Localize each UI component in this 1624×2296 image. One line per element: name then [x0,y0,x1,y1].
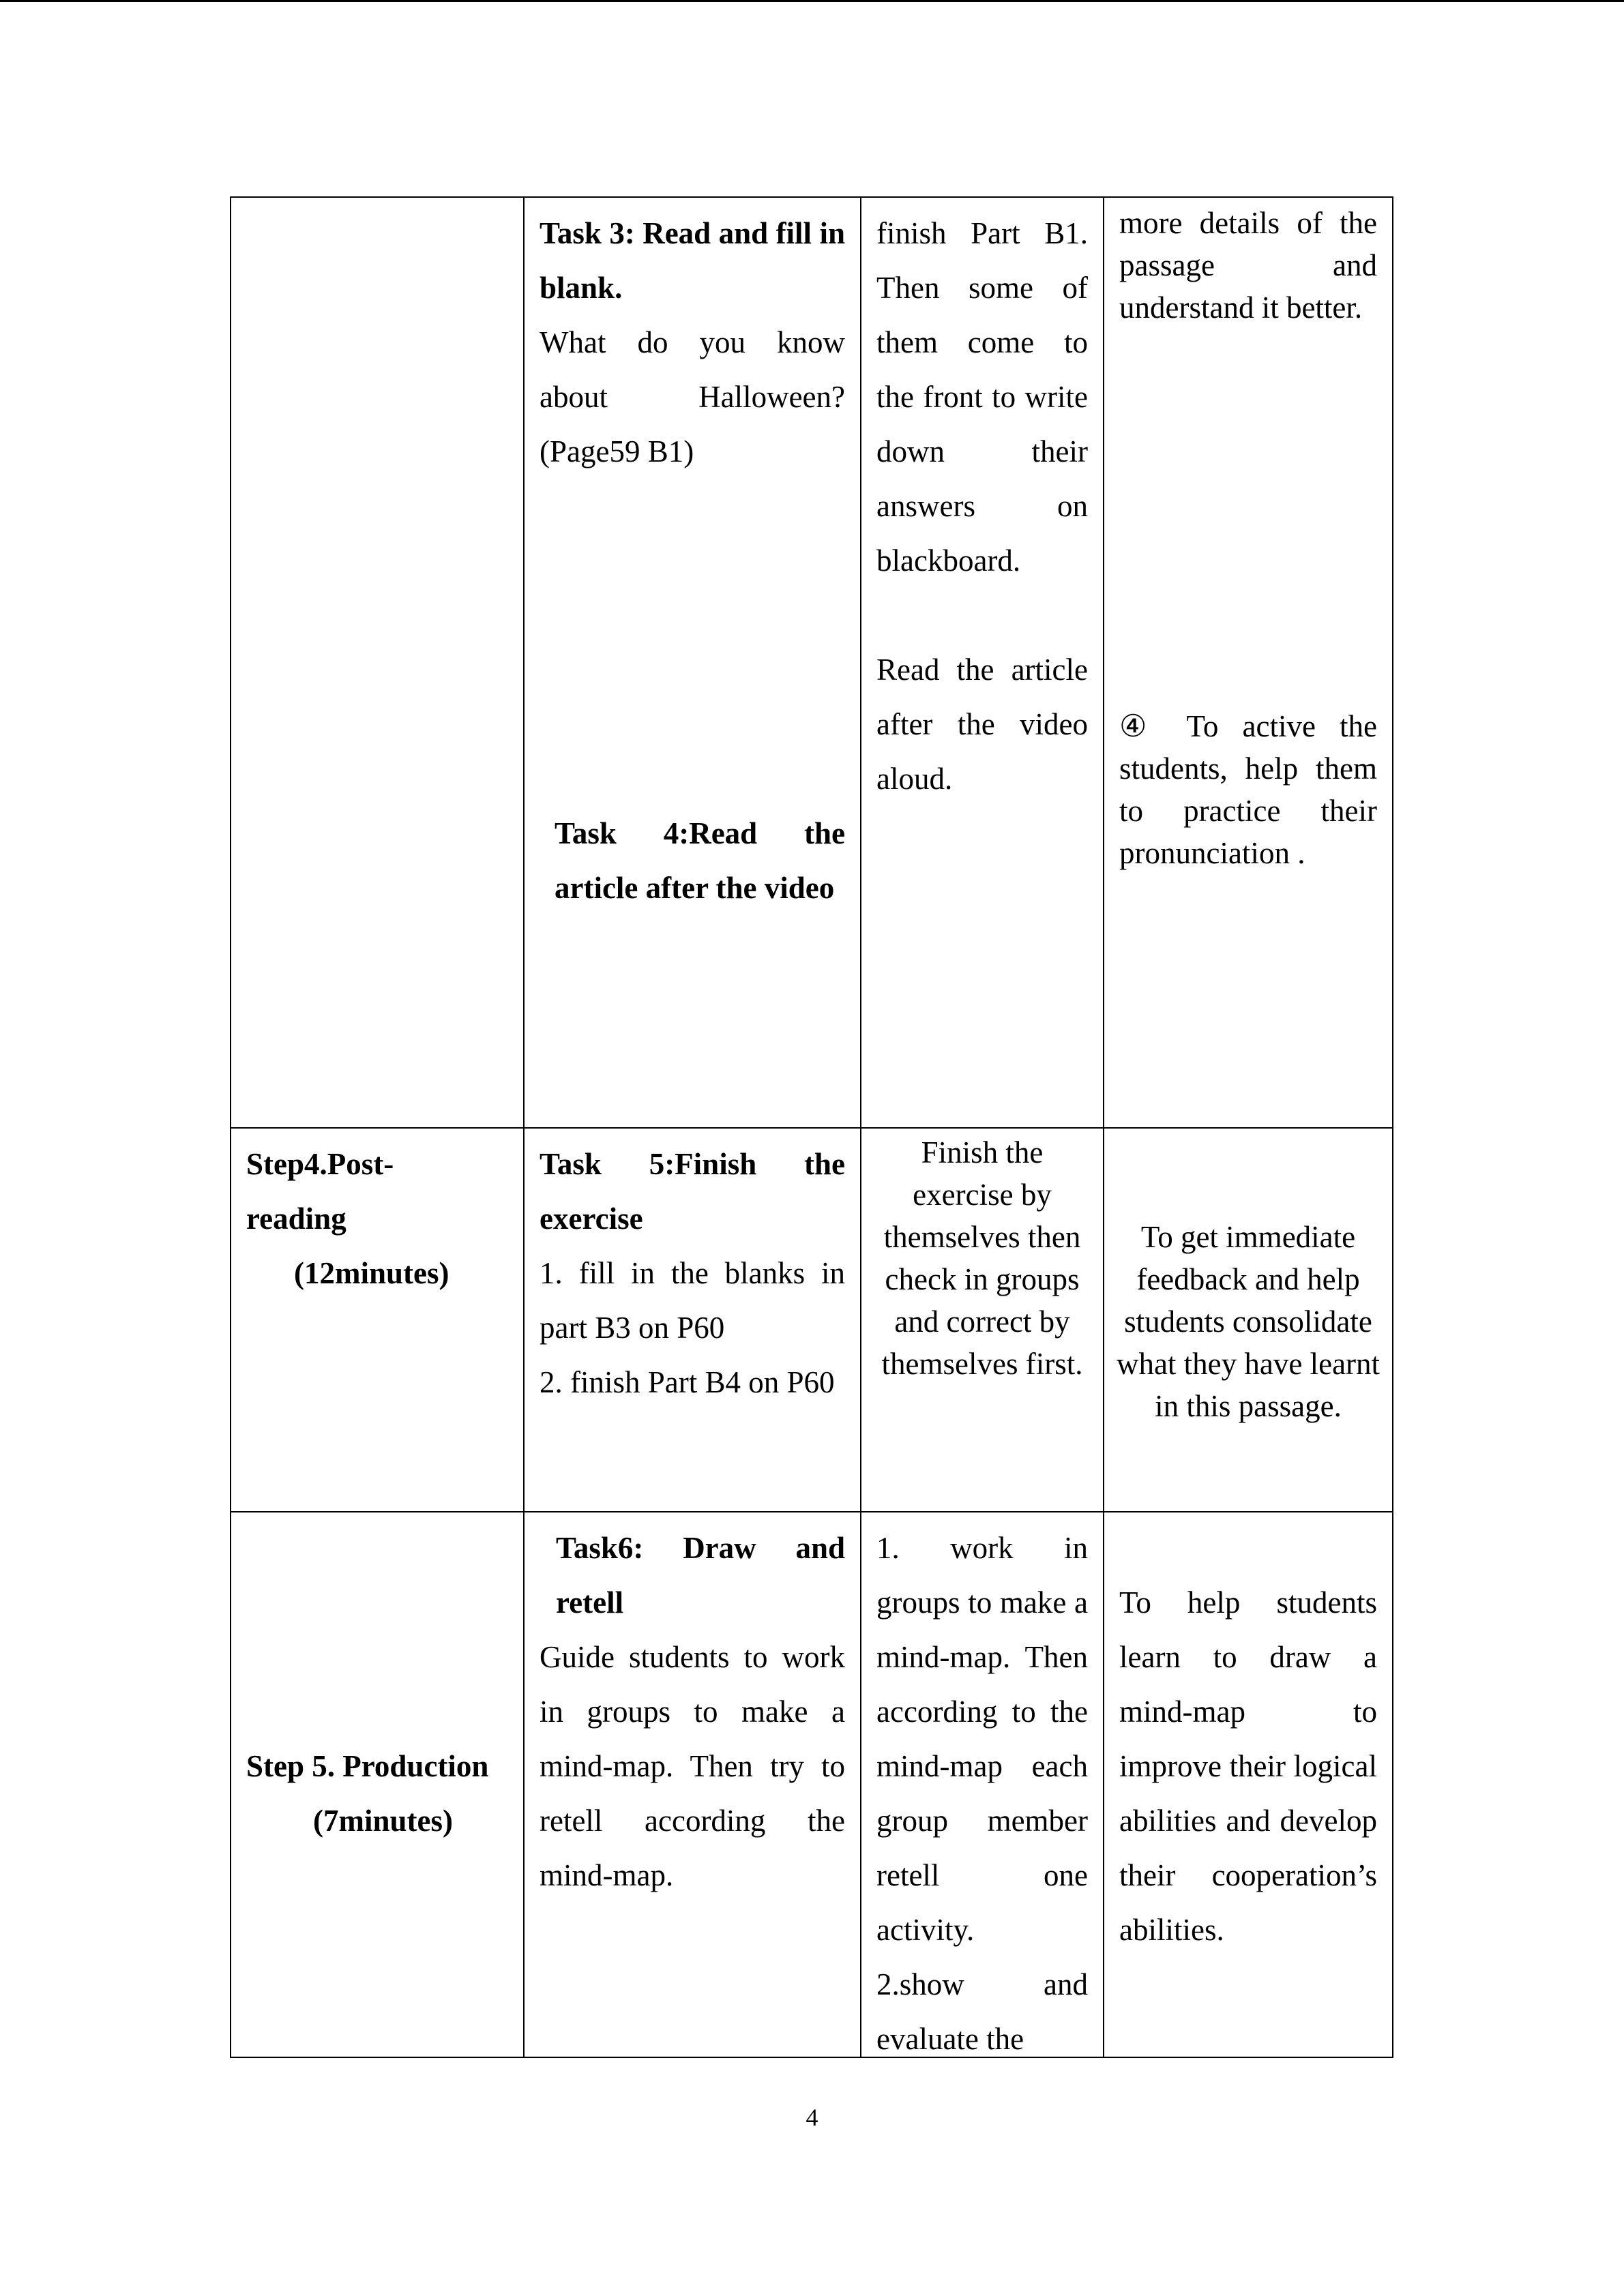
table-row [231,1128,1393,1512]
task5-item: 1. fill in the blanks in part B3 on P60 [540,1256,845,1345]
step-title: Step4.Post-reading [246,1147,394,1236]
purpose-text: To help students learn to draw a mind-map to improve their logical abilities and develop their cooperation’s abilities. [1119,1585,1377,1947]
activity-cell [861,1128,1104,1512]
activity-text: finish Part B1. Then some of them come to the front to write down their answers on blackboard. [876,216,1088,578]
task3-title: Task 3: Read and fill in blank. [540,216,845,305]
activity-text: 2.show and evaluate the [876,1967,1088,2056]
purpose-cell [1104,197,1393,1128]
task6-title: Task6: Draw and retell [556,1531,845,1620]
activity-cell [861,197,1104,1128]
top-border-line [0,0,1624,2]
task-cell [524,1512,861,2057]
purpose-text-body: To active the students, help them to practice their pronunciation . [1119,709,1378,870]
task3-body: What do you know about Halloween? (Page59 B1) [540,325,845,468]
task6-body: Guide students to work in groups to make a mind-map. Then try to retell according the mind-map. [540,1640,845,1892]
lesson-plan-table [230,196,1393,2058]
page-number: 4 [806,2104,818,2131]
circled-number-four: ④ [1119,709,1164,743]
step-cell [231,1512,524,2057]
purpose-cell [1104,1128,1393,1512]
activity-text: 1. work in groups to make a mind-map. Then according to the mind-map each group member retell one activity. [876,1531,1088,1947]
task-cell [524,1128,861,1512]
task5-title: Task 5:Finish the exercise [540,1147,845,1236]
activity-text: Read the article after the video aloud. [876,653,1088,796]
purpose-text [1119,705,1377,874]
activity-cell [861,1512,1104,2057]
task4-title: Task 4:Read the article after the video [555,816,845,905]
purpose-cell [1104,1512,1393,2057]
step-duration: (12minutes) [294,1256,449,1290]
step-cell [231,1128,524,1512]
activity-text: Finish the exercise by themselves then check in groups and correct by themselves first. [881,1135,1083,1381]
table-row [231,1512,1393,2057]
purpose-text: To get immediate feedback and help students consolidate what they have learnt in this passage. [1116,1220,1381,1423]
task-cell [524,197,861,1128]
purpose-text: more details of the passage and understand it better. [1119,206,1377,325]
step-duration: (7minutes) [313,1804,453,1838]
step-title: Step 5. Production [246,1749,489,1783]
table-row [231,197,1393,1128]
task5-item: 2. finish Part B4 on P60 [540,1365,835,1399]
step-cell [231,197,524,1128]
